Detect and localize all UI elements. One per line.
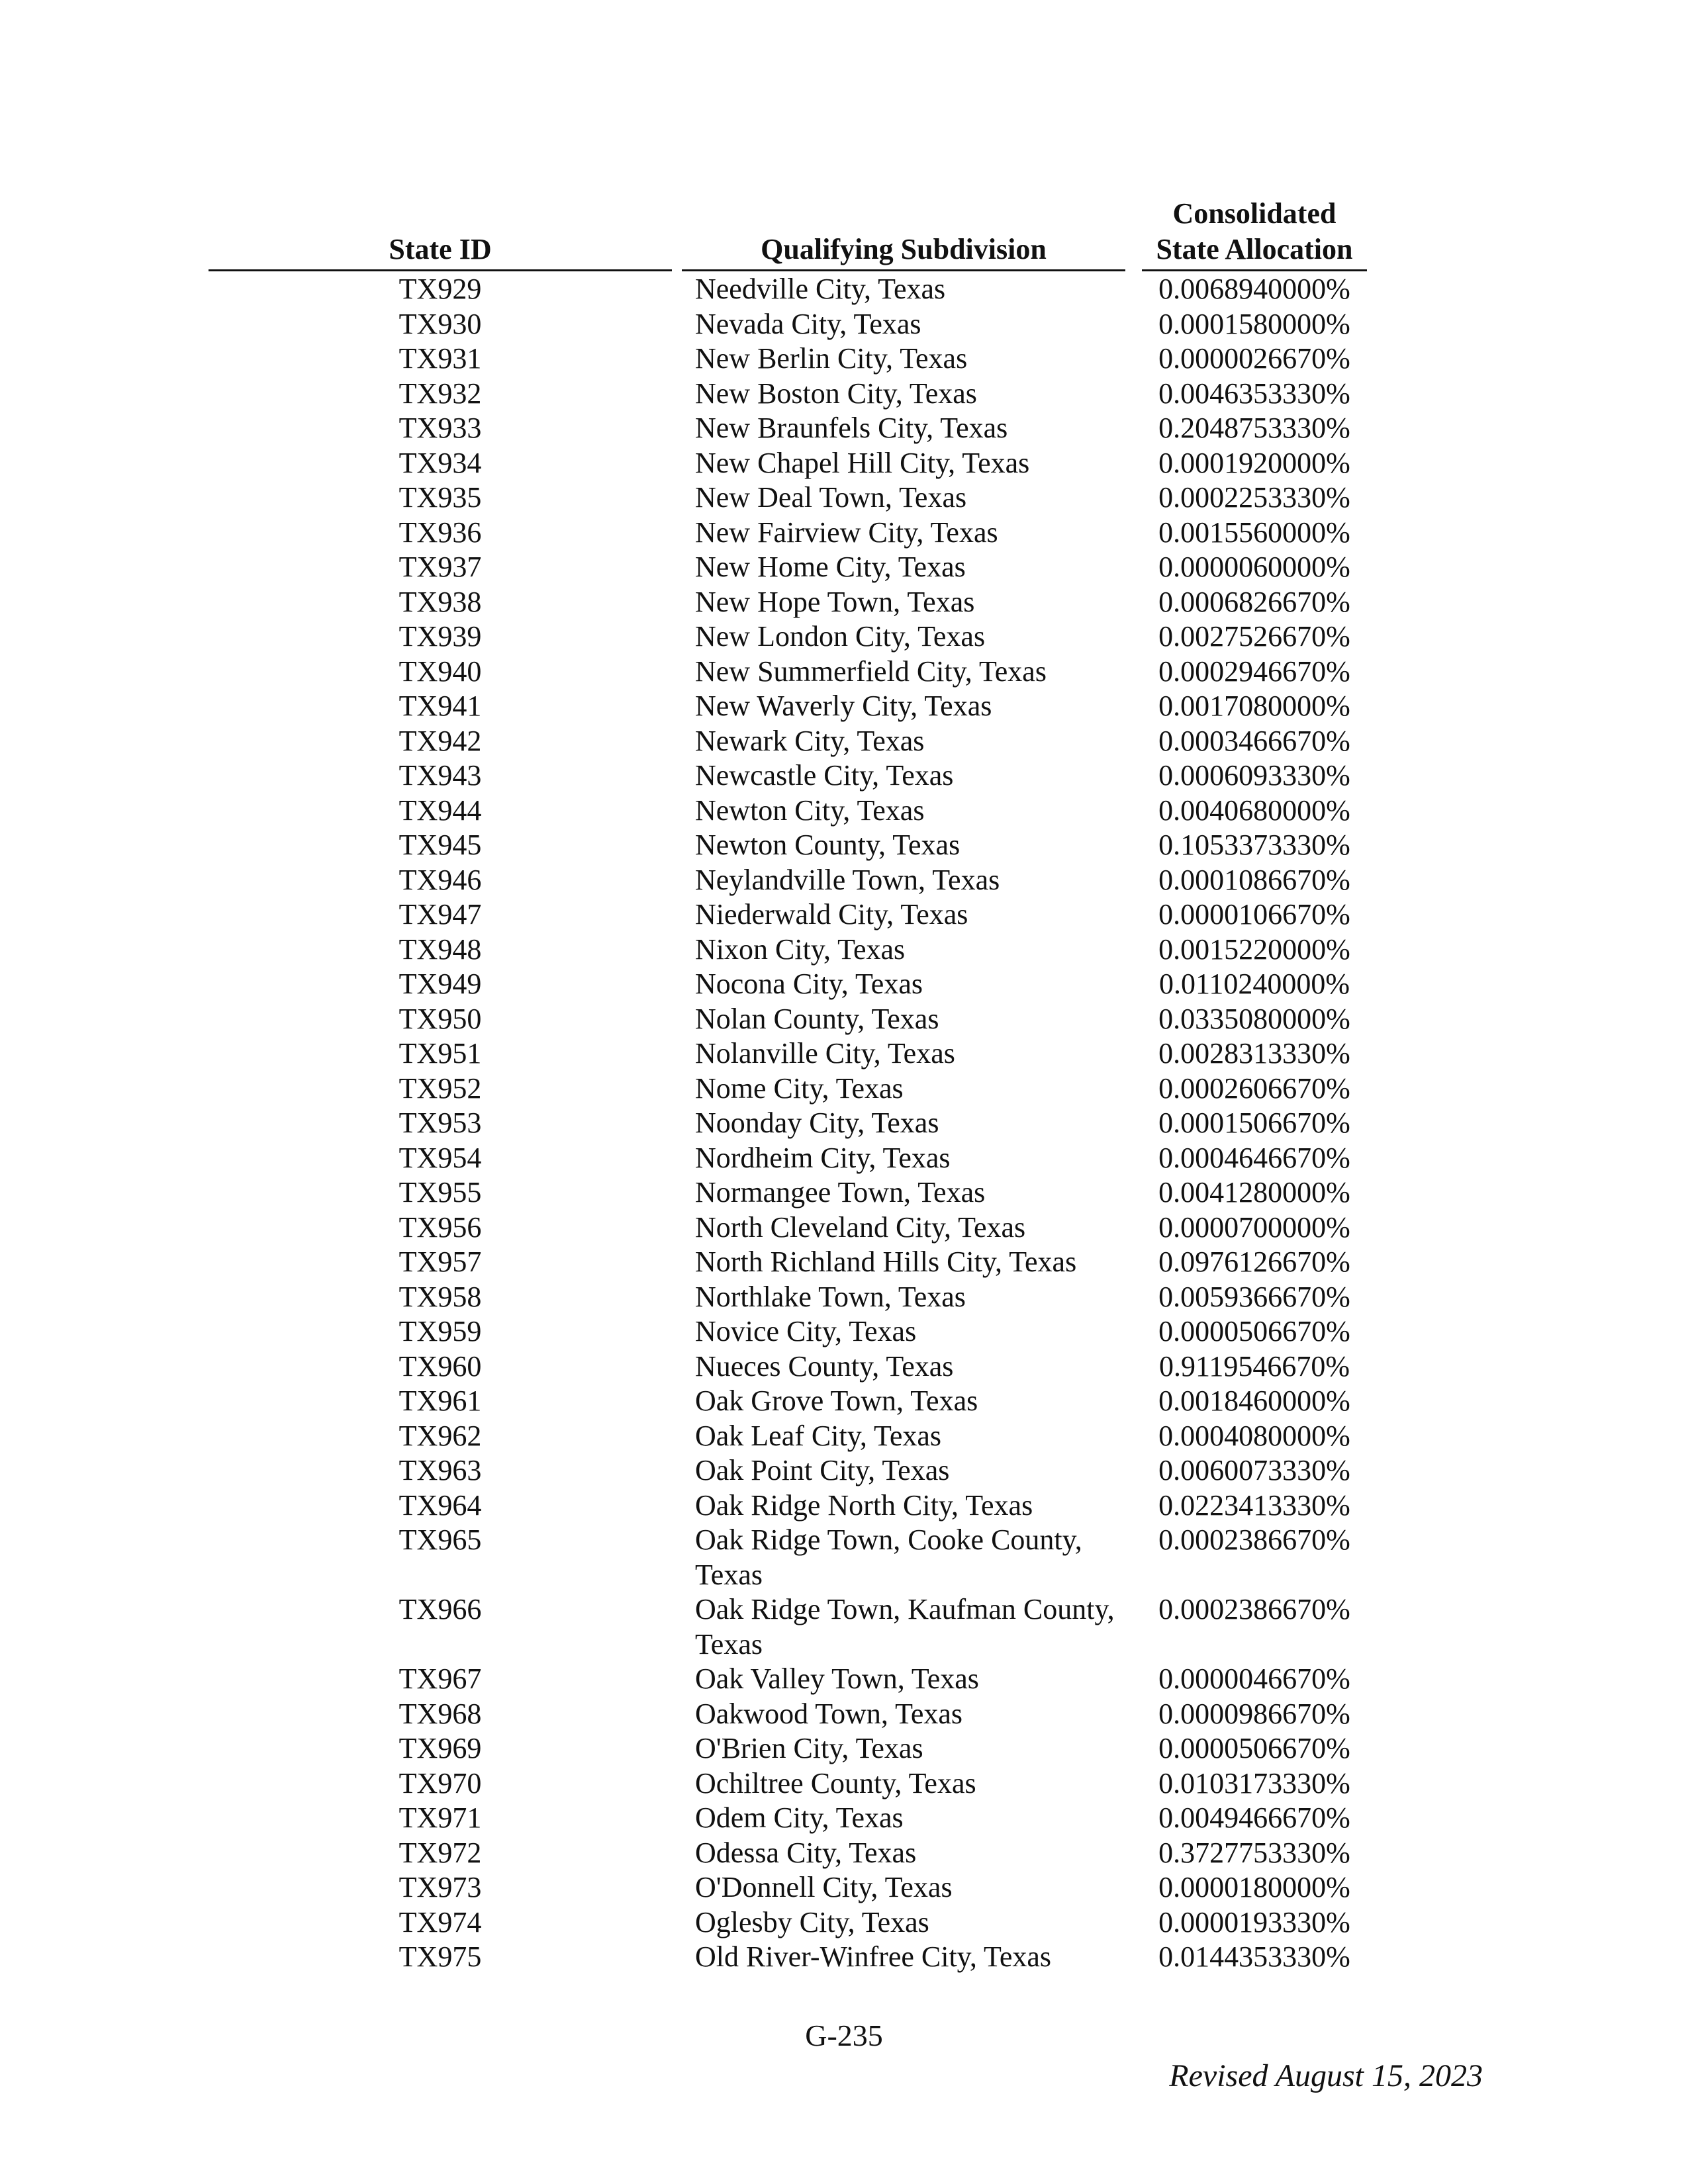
table-row [0, 1280, 1688, 1315]
allocation-cell: 0.0002386670% [1158, 1524, 1350, 1556]
allocation-cell: 0.0000193330% [1158, 1905, 1350, 1938]
state-id-cell: TX960 [399, 1349, 482, 1383]
allocation-cell: 0.1053373330% [1158, 829, 1350, 861]
table-row [0, 1071, 1688, 1107]
subdivision-cell: Oak Ridge Town, Cooke County, Texas [695, 1524, 1082, 1591]
subdivision-cell: Nixon City, Texas [695, 933, 906, 966]
state-id-cell: TX953 [399, 1107, 482, 1139]
state-id-cell: TX974 [399, 1905, 482, 1938]
state-id-cell: TX964 [399, 1488, 482, 1522]
state-id-cell: TX933 [399, 412, 482, 444]
subdivision-cell: Oak Grove Town, Texas [695, 1385, 978, 1417]
allocation-cell: 0.0015220000% [1158, 933, 1350, 966]
state-id-cell: TX929 [399, 273, 482, 305]
table-row [0, 1870, 1688, 1905]
state-id-cell: TX941 [399, 690, 482, 722]
allocation-cell: 0.0006826670% [1158, 585, 1350, 618]
table-row [0, 550, 1688, 585]
state-id-cell: TX952 [399, 1071, 482, 1105]
state-id-cell: TX956 [399, 1210, 482, 1244]
allocation-cell: 0.0049466670% [1158, 1801, 1350, 1834]
subdivision-cell: Newcastle City, Texas [695, 759, 954, 792]
table-row [0, 1106, 1688, 1141]
subdivision-cell: Northlake Town, Texas [695, 1280, 966, 1313]
table-row [0, 794, 1688, 829]
state-id-cell: TX935 [399, 481, 482, 514]
state-id-cell: TX971 [399, 1801, 482, 1834]
allocation-cell: 0.0040680000% [1158, 794, 1350, 827]
subdivision-cell: North Richland Hills City, Texas [695, 1246, 1077, 1278]
table-row [0, 1592, 1688, 1662]
table-row [0, 446, 1688, 481]
allocation-cell: 0.0144353330% [1158, 1940, 1350, 1973]
subdivision-cell: Nordheim City, Texas [695, 1141, 951, 1174]
header-rule-state-id [209, 269, 672, 271]
subdivision-cell: Nolan County, Texas [695, 1002, 939, 1035]
allocation-cell: 0.0000506670% [1158, 1315, 1350, 1347]
subdivision-cell: Neylandville Town, Texas [695, 863, 1000, 896]
allocation-cell: 0.0002946670% [1158, 655, 1350, 688]
state-id-cell: TX938 [399, 585, 482, 618]
allocation-cell: 0.0046353330% [1158, 377, 1350, 410]
table-row [0, 1002, 1688, 1037]
state-id-cell: TX954 [399, 1141, 482, 1174]
state-id-cell: TX958 [399, 1280, 482, 1313]
allocation-cell: 0.0002253330% [1158, 481, 1350, 514]
allocation-cell: 0.0000180000% [1158, 1871, 1350, 1903]
subdivision-cell: North Cleveland City, Texas [695, 1210, 1026, 1244]
subdivision-cell: New Fairview City, Texas [695, 516, 998, 549]
state-id-cell: TX937 [399, 551, 482, 583]
state-id-cell: TX969 [399, 1732, 482, 1764]
header-rule-subdivision [682, 269, 1125, 271]
table-row [0, 1523, 1688, 1592]
allocation-cell: 0.0000026670% [1158, 342, 1350, 375]
table-row [0, 1453, 1688, 1488]
table-row [0, 585, 1688, 620]
state-id-cell: TX951 [399, 1037, 482, 1069]
subdivision-cell: O'Brien City, Texas [695, 1732, 923, 1764]
allocation-cell: 0.0103173330% [1158, 1766, 1350, 1799]
table-row [0, 758, 1688, 794]
table-row [0, 967, 1688, 1002]
subdivision-cell: O'Donnell City, Texas [695, 1871, 953, 1903]
table-row [0, 341, 1688, 377]
table-row [0, 272, 1688, 307]
header-rule-allocation [1142, 269, 1367, 271]
state-id-cell: TX947 [399, 898, 482, 931]
table-row [0, 897, 1688, 933]
allocation-cell: 0.0017080000% [1158, 690, 1350, 722]
subdivision-cell: Oak Ridge Town, Kaufman County, Texas [695, 1593, 1115, 1661]
table-row [0, 307, 1688, 342]
state-id-cell: TX972 [399, 1836, 482, 1869]
state-id-cell: TX946 [399, 863, 482, 896]
state-id-cell: TX931 [399, 342, 482, 375]
table-row [0, 1697, 1688, 1732]
allocation-cell: 0.0004646670% [1158, 1141, 1350, 1174]
state-id-cell: TX942 [399, 724, 482, 757]
allocation-cell: 0.0000106670% [1158, 898, 1350, 931]
state-id-cell: TX948 [399, 933, 482, 966]
allocation-cell: 0.0001920000% [1158, 446, 1350, 479]
header-state-id: State ID [389, 233, 492, 265]
state-id-cell: TX975 [399, 1940, 482, 1973]
allocation-cell: 0.0059366670% [1158, 1280, 1350, 1313]
state-id-cell: TX943 [399, 759, 482, 792]
allocation-cell: 0.0000060000% [1158, 551, 1350, 583]
allocation-cell: 0.0000506670% [1158, 1732, 1350, 1764]
table-row [0, 1175, 1688, 1210]
subdivision-cell: New Waverly City, Texas [695, 690, 992, 722]
revision-date: Revised August 15, 2023 [1169, 2058, 1483, 2093]
subdivision-cell: Nome City, Texas [695, 1071, 904, 1105]
allocation-table-body [0, 272, 1688, 1975]
header-allocation-line2: State Allocation [1156, 233, 1353, 265]
table-row [0, 1036, 1688, 1071]
header-qualifying-subdivision: Qualifying Subdivision [761, 233, 1047, 265]
state-id-cell: TX965 [399, 1524, 482, 1556]
subdivision-cell: Odessa City, Texas [695, 1836, 917, 1869]
subdivision-cell: Nueces County, Texas [695, 1349, 954, 1383]
table-row [0, 933, 1688, 968]
table-row [0, 1905, 1688, 1940]
allocation-cell: 0.0041280000% [1158, 1176, 1350, 1208]
allocation-cell: 0.0060073330% [1158, 1454, 1350, 1486]
state-id-cell: TX963 [399, 1454, 482, 1486]
state-id-cell: TX966 [399, 1593, 482, 1625]
subdivision-cell: Oak Ridge North City, Texas [695, 1488, 1033, 1522]
table-row [0, 655, 1688, 690]
subdivision-cell: Ochiltree County, Texas [695, 1766, 976, 1799]
subdivision-cell: Noonday City, Texas [695, 1107, 939, 1139]
subdivision-cell: Needville City, Texas [695, 273, 946, 305]
table-row [0, 619, 1688, 655]
allocation-cell: 0.0002606670% [1158, 1071, 1350, 1105]
state-id-cell: TX962 [399, 1419, 482, 1452]
state-id-cell: TX970 [399, 1766, 482, 1799]
table-row [0, 377, 1688, 412]
table-row [0, 1488, 1688, 1524]
subdivision-cell: New Hope Town, Texas [695, 585, 975, 618]
allocation-cell: 0.0068940000% [1158, 273, 1350, 305]
allocation-cell: 0.0000986670% [1158, 1697, 1350, 1730]
subdivision-cell: Odem City, Texas [695, 1801, 904, 1834]
allocation-cell: 0.0015560000% [1158, 516, 1350, 549]
table-row [0, 689, 1688, 724]
table-row [0, 516, 1688, 551]
allocation-cell: 0.0001086670% [1158, 863, 1350, 896]
subdivision-cell: Novice City, Texas [695, 1315, 917, 1347]
table-row [0, 1384, 1688, 1419]
state-id-cell: TX939 [399, 620, 482, 653]
allocation-cell: 0.0000700000% [1158, 1210, 1350, 1244]
allocation-cell: 0.2048753330% [1158, 412, 1350, 444]
state-id-cell: TX934 [399, 446, 482, 479]
subdivision-cell: New Home City, Texas [695, 551, 966, 583]
subdivision-cell: Nocona City, Texas [695, 968, 923, 1000]
allocation-cell: 0.0001580000% [1158, 307, 1350, 340]
state-id-cell: TX967 [399, 1662, 482, 1695]
state-id-cell: TX961 [399, 1385, 482, 1417]
subdivision-cell: Newton County, Texas [695, 829, 961, 861]
table-row [0, 1731, 1688, 1766]
allocation-cell: 0.0110240000% [1158, 968, 1350, 1000]
subdivision-cell: New Braunfels City, Texas [695, 412, 1008, 444]
state-id-cell: TX936 [399, 516, 482, 549]
allocation-cell: 0.0976126670% [1158, 1246, 1350, 1278]
allocation-cell: 0.0004080000% [1158, 1419, 1350, 1452]
subdivision-cell: Oak Point City, Texas [695, 1454, 950, 1486]
table-row [0, 1210, 1688, 1246]
state-id-cell: TX944 [399, 794, 482, 827]
state-id-cell: TX959 [399, 1315, 482, 1347]
allocation-cell: 0.9119546670% [1158, 1349, 1350, 1383]
table-row [0, 1766, 1688, 1801]
subdivision-cell: New Summerfield City, Texas [695, 655, 1047, 688]
state-id-cell: TX949 [399, 968, 482, 1000]
table-row [0, 828, 1688, 863]
subdivision-cell: Nevada City, Texas [695, 307, 921, 340]
subdivision-cell: Old River-Winfree City, Texas [695, 1940, 1052, 1973]
table-row [0, 1245, 1688, 1280]
table-row [0, 1940, 1688, 1975]
subdivision-cell: New Berlin City, Texas [695, 342, 968, 375]
subdivision-cell: Oak Valley Town, Texas [695, 1662, 979, 1695]
state-id-cell: TX968 [399, 1697, 482, 1730]
table-row [0, 1836, 1688, 1871]
allocation-cell: 0.0000046670% [1158, 1662, 1350, 1695]
header-allocation-line1: Consolidated [1172, 197, 1336, 230]
subdivision-cell: New London City, Texas [695, 620, 986, 653]
state-id-cell: TX950 [399, 1002, 482, 1035]
table-row [0, 1349, 1688, 1385]
subdivision-cell: Normangee Town, Texas [695, 1176, 986, 1208]
allocation-cell: 0.0002386670% [1158, 1593, 1350, 1625]
allocation-cell: 0.0001506670% [1158, 1107, 1350, 1139]
allocation-cell: 0.0018460000% [1158, 1385, 1350, 1417]
page-number: G-235 [805, 2019, 883, 2052]
subdivision-cell: Niederwald City, Texas [695, 898, 968, 931]
state-id-cell: TX930 [399, 307, 482, 340]
subdivision-cell: Newark City, Texas [695, 724, 925, 757]
subdivision-cell: Oglesby City, Texas [695, 1905, 929, 1938]
state-id-cell: TX955 [399, 1176, 482, 1208]
state-id-cell: TX973 [399, 1871, 482, 1903]
state-id-cell: TX957 [399, 1246, 482, 1278]
subdivision-cell: New Boston City, Texas [695, 377, 977, 410]
state-id-cell: TX945 [399, 829, 482, 861]
subdivision-cell: Newton City, Texas [695, 794, 925, 827]
header-consolidated-state-allocation [1142, 196, 1367, 267]
subdivision-cell: Nolanville City, Texas [695, 1037, 955, 1069]
table-row [0, 1141, 1688, 1176]
subdivision-cell: Oak Leaf City, Texas [695, 1419, 942, 1452]
table-row [0, 1419, 1688, 1454]
table-row [0, 724, 1688, 759]
allocation-cell: 0.0028313330% [1158, 1037, 1350, 1069]
subdivision-cell: New Deal Town, Texas [695, 481, 967, 514]
state-id-cell: TX932 [399, 377, 482, 410]
table-row [0, 1801, 1688, 1836]
allocation-cell: 0.3727753330% [1158, 1836, 1350, 1869]
allocation-cell: 0.0003466670% [1158, 724, 1350, 757]
table-row [0, 1314, 1688, 1349]
table-row [0, 480, 1688, 516]
subdivision-cell: New Chapel Hill City, Texas [695, 446, 1030, 479]
table-row [0, 863, 1688, 898]
allocation-cell: 0.0027526670% [1158, 620, 1350, 653]
table-row [0, 1662, 1688, 1697]
state-id-cell: TX940 [399, 655, 482, 688]
allocation-cell: 0.0223413330% [1158, 1488, 1350, 1522]
allocation-cell: 0.0006093330% [1158, 759, 1350, 792]
allocation-cell: 0.0335080000% [1158, 1002, 1350, 1035]
table-row [0, 411, 1688, 446]
subdivision-cell: Oakwood Town, Texas [695, 1697, 963, 1730]
